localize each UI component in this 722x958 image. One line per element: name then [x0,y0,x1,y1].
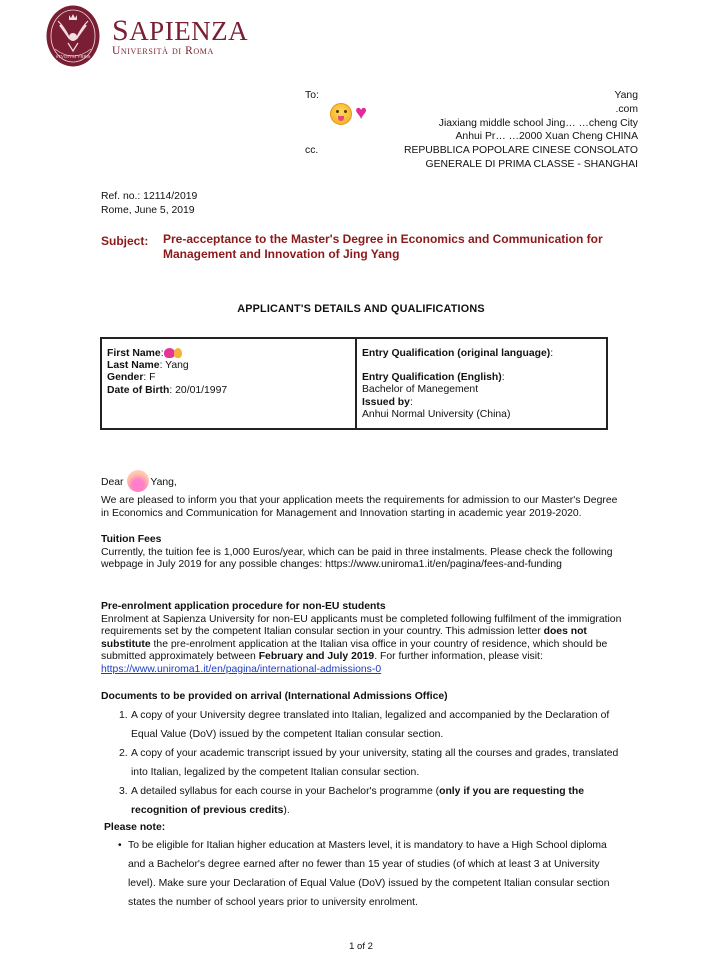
entry-qualification-english-label: Entry Qualification (English): [362,372,505,384]
seal-motto: STVDIVM VRBIS [55,54,91,59]
personal-details-cell [102,339,357,428]
place-and-date: Rome, June 5, 2019 [101,204,195,216]
redaction-sticker-icon [127,470,149,492]
notes-list [101,836,626,912]
cc-label: cc. [305,145,319,156]
gender-row: Gender: F [107,372,156,384]
brand-name: SAPIENZA [112,14,249,47]
last-name-row: Last Name: Yang [107,360,189,372]
university-seal-logo [46,5,100,67]
brand-subtitle: Università di Roma [112,45,214,57]
to-line: Anhui Pr… …2000 Xuan Cheng CHINA [455,131,638,143]
reference-block [101,190,197,217]
sparkling-heart-icon: ♥ [355,102,367,124]
redaction-sticker-icon [164,348,186,358]
to-label: To: [305,90,319,101]
qualification-cell [357,339,606,428]
cc-line: REPUBBLICA POPOLARE CINESE CONSOLATO [403,145,638,157]
entry-qualification-original-label: Entry Qualification (original language): [362,348,554,359]
document-item: 1. A copy of your University degree translated into Italian, legalized and accompanied by the Declaration of Equal Value (DoV) issued by the competent Italian consular section. [119,710,610,740]
documents-title: Documents to be provided on arrival (International Admissions Office) [101,691,448,702]
issued-by-label: Issued by: [362,396,413,408]
university-brand [112,14,249,57]
please-note-title: Please note: [104,822,166,833]
subject-label: Subject: [101,234,149,248]
first-name-row: First Name: [107,348,350,360]
page-indicator: 1 of 2 [349,941,373,952]
tongue-face-emoji-icon [330,103,352,125]
applicant-details-table [100,337,608,430]
to-line: Yang [614,90,638,101]
greeting: Dear Yang, [101,470,177,492]
cc-line: GENERALE DI PRIMA CLASSE - SHANGHAI [425,158,638,170]
section-title: APPLICANT'S DETAILS AND QUALIFICATIONS [237,303,485,315]
document-item: 3. A detailed syllabus for each course in your Bachelor's programme (only if you are requesting the recognition of previous credits). [119,786,585,816]
preenrolment-text: Enrolment at Sapienza University for non-EU applicants must be completed following fulfilment of the immigration requirements set by the competent Italian consular section in your country. This admission letter does not substitute the pre-enrolment application at the Italian visa office in your country of residence, which should be submitted approximately between February and July 2019. For further information, please visit: https://www.uniroma1.it/en/pagina/international-admissions-0 [101,613,622,675]
preenrolment-title: Pre-enrolment application procedure for non-EU students [101,601,386,612]
documents-list [101,706,631,820]
issued-by-value: Anhui Normal University (China) [362,408,511,420]
document-item: 2. A copy of your academic transcript issued by your university, stating all the courses and grades, translated into Italian, legalized by the competent Italian consular section. [119,748,619,778]
preenrolment-section [101,601,626,677]
dob-row: Date of Birth: 20/01/1997 [107,384,228,396]
intro-paragraph: We are pleased to inform you that your application meets the requirements for admission to our Master's Degree in Economics and Communication for Management and Innovation starting in academic year 2019-2020. [101,495,618,519]
subject-text: Pre-acceptance to the Master's Degree in Economics and Communication for Management and Innovation of Jing Yang [163,232,603,261]
international-admissions-link[interactable]: https://www.uniroma1.it/en/pagina/international-admissions-0 [101,663,382,675]
entry-qualification-english-value: Bachelor of Manegement [362,384,479,396]
to-line: Jiaxiang middle school Jing… …cheng City [438,117,638,129]
bullet-icon: • [118,840,122,851]
tuition-section [101,534,626,572]
tuition-text: Currently, the tuition fee is 1,000 Euros/year, which can be paid in three instalments. Please check the following webpage in July 2019 for any possible changes: https://www.uniroma1.it/en/pagina/fees-and-funding [101,546,613,571]
address-block [402,89,640,172]
tuition-title: Tuition Fees [101,534,162,545]
note-item: • To be eligible for Italian higher education at Masters level, it is mandatory to have a High School diploma and a Bachelor's degree earned after no fewer than 15 year of studies (of which at least 3 at University level). Make sure your Declaration of Equal Value (DoV) issued by the competent Italian consular section states the number of school years prior to university enrolment. [101,836,626,912]
reference-number: Ref. no.: 12114/2019 [101,191,198,202]
to-line: .com [615,103,638,115]
